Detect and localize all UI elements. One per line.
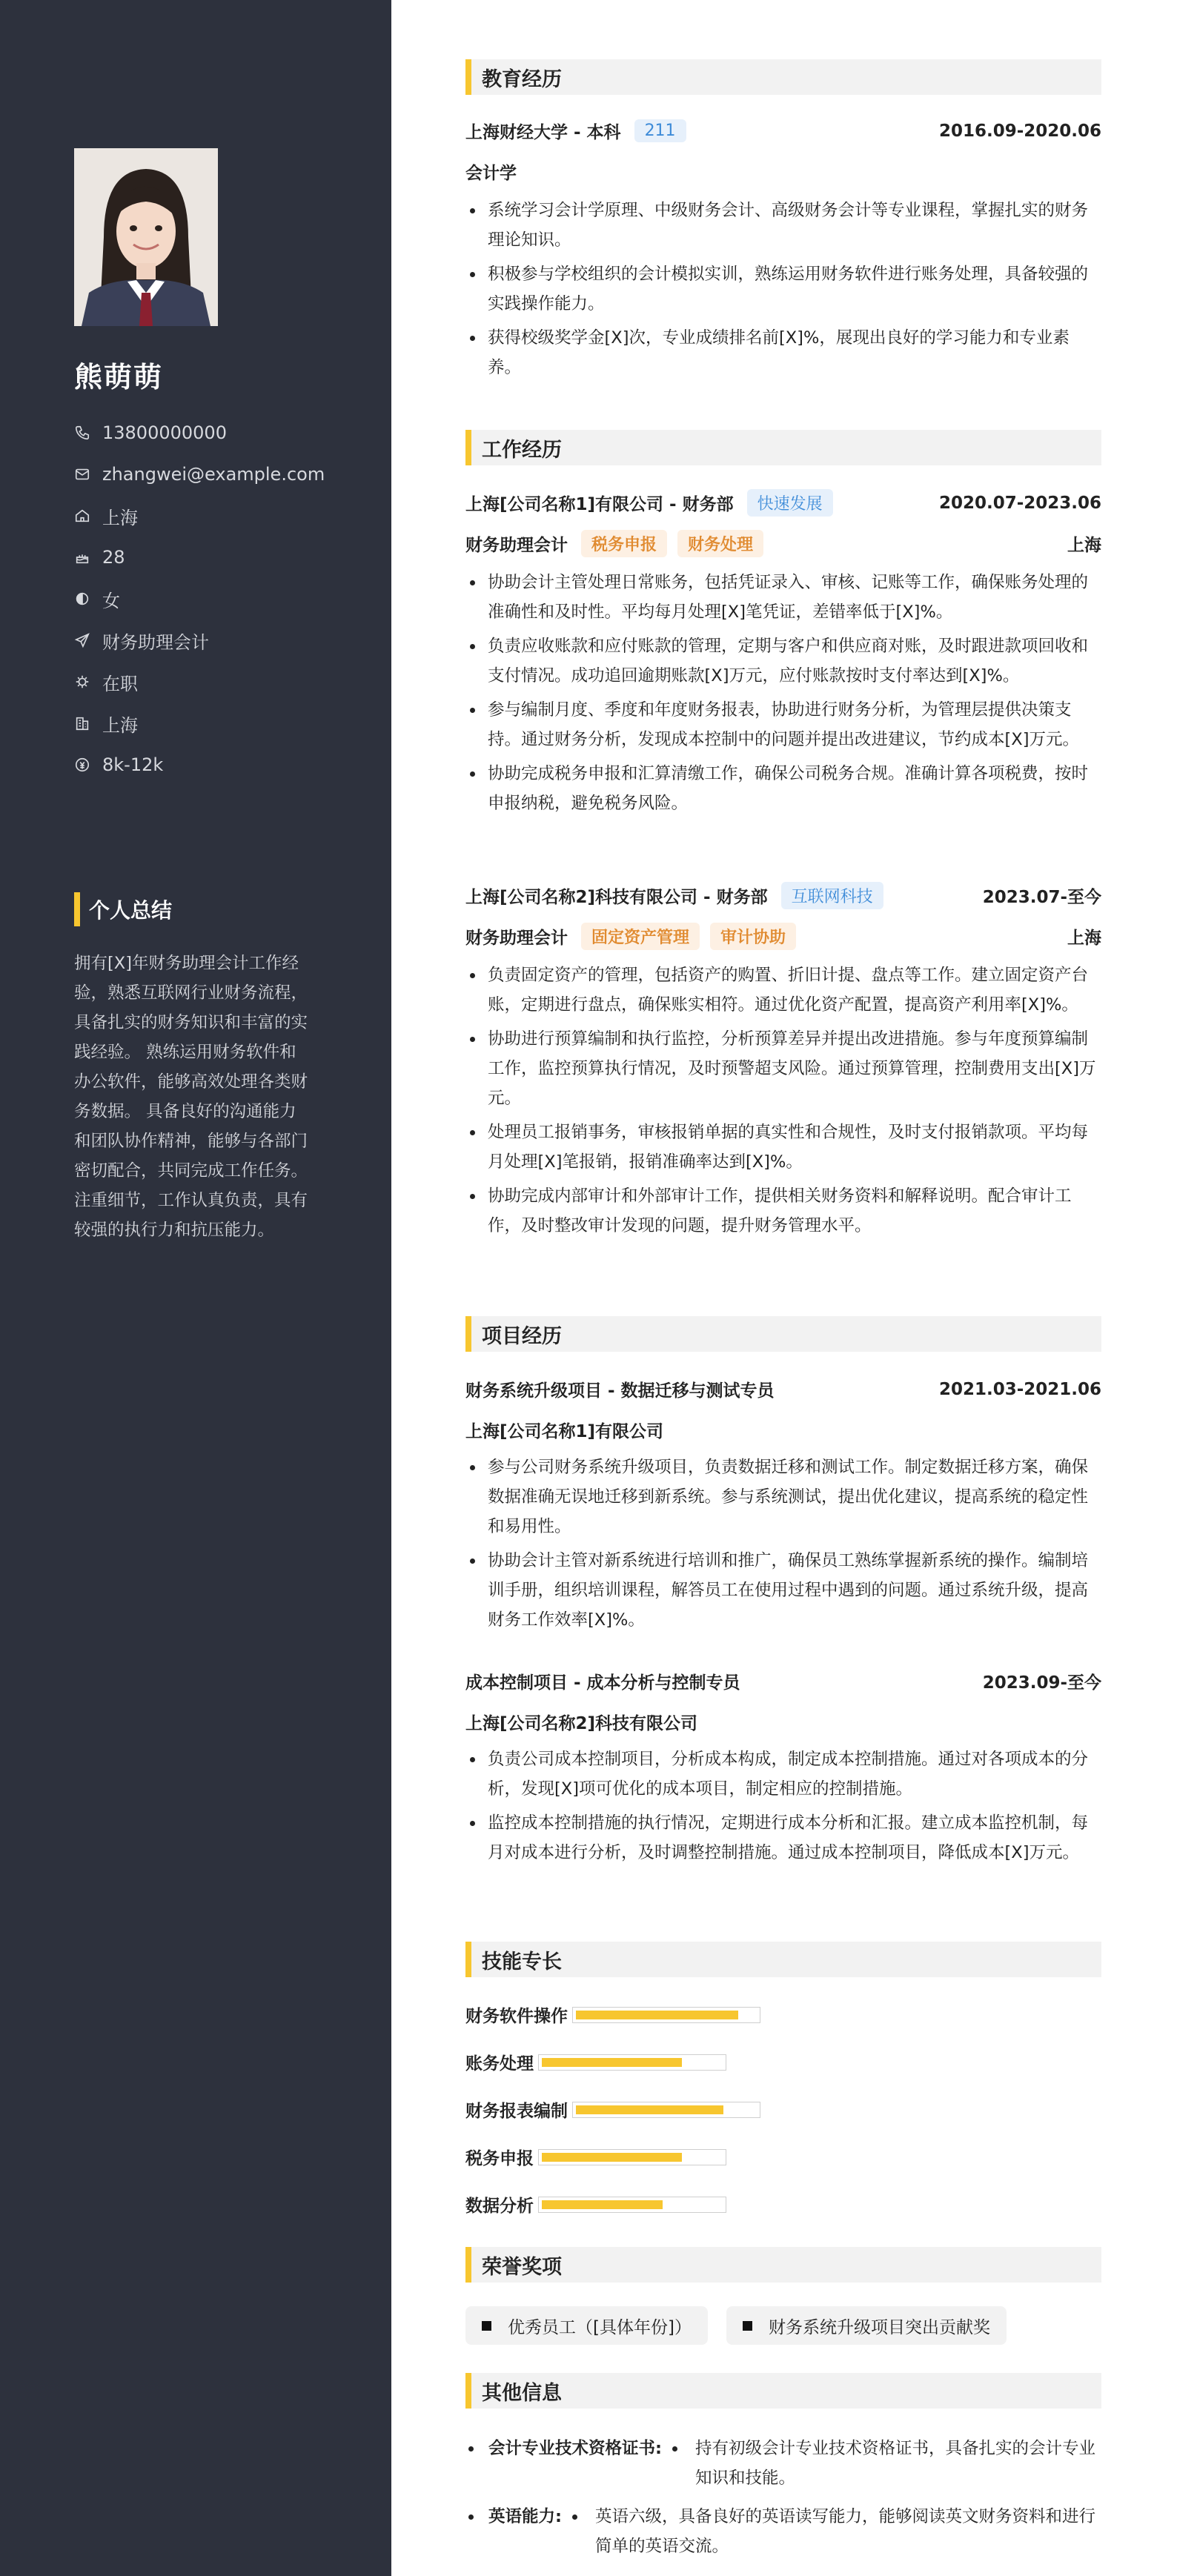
contact-email: [74, 454, 325, 495]
sidebar: [0, 0, 391, 2576]
phone-icon: [74, 425, 90, 441]
contact-text: 上海: [102, 714, 138, 736]
list-item: 处理员工报销事务，审核报销单据的真实性和合规性，及时支付报销款项。平均每月处理[X]笔报销，报销准确率达到[X]%。: [465, 1118, 1101, 1177]
list-item: 监控成本控制措施的执行情况，定期进行成本分析和汇报。建立成本监控机制，每月对成本进行分析，及时调整控制措施。通过成本控制项目，降低成本[X]万元。: [465, 1808, 1101, 1868]
education-heading: 教育经历: [465, 59, 1101, 95]
role-row: [465, 530, 1101, 557]
status-icon: [74, 674, 90, 690]
skill-fill: [542, 2200, 663, 2209]
award-chip: [465, 2306, 708, 2345]
skill-row: [465, 2050, 726, 2074]
bullet-icon: [572, 2514, 577, 2520]
list-item: 参与公司财务系统升级项目，负责数据迁移和测试工作。制定数据迁移方案，确保数据准确无误地迁移到新系统。参与系统测试，提出优化建议，提高系统的稳定性和易用性。: [465, 1453, 1101, 1541]
contact-text: 财务助理会计: [102, 631, 209, 653]
other-label: 会计专业技术资格证书:: [488, 2439, 662, 2458]
work-heading: 工作经历: [465, 430, 1101, 465]
skills-heading: 技能专长: [465, 1942, 1101, 1977]
awards-heading: 荣誉奖项: [465, 2247, 1101, 2283]
award-text: 优秀员工（[具体年份]）: [508, 2317, 692, 2337]
company-tag: 快速发展: [747, 489, 833, 517]
skill-tag: 财务处理: [677, 530, 763, 557]
school-tag: 211: [634, 119, 686, 142]
education-date: 2016.09-2020.06: [938, 121, 1101, 141]
job-date: 2020.07-2023.06: [938, 493, 1101, 513]
project-date: 2021.03-2021.06: [938, 1379, 1101, 1399]
other-item: [465, 2502, 1101, 2561]
contact-text: 女: [102, 590, 120, 611]
job-role: 财务助理会计: [465, 929, 568, 948]
skill-row: [465, 2145, 726, 2169]
list-item: 系统学习会计学原理、中级财务会计、高级财务会计等专业课程，掌握扎实的财务理论知识。: [465, 196, 1101, 255]
project-bullets: [465, 1453, 1101, 1635]
job-row: [465, 882, 1101, 909]
salary-icon: [74, 757, 90, 773]
job-row: [465, 489, 1101, 517]
project-row: [465, 1377, 1101, 1401]
other-text: 英语六级，具备良好的英语读写能力，能够阅读英文财务资料和进行简单的英语交流。: [595, 2507, 1096, 2556]
project-block-1: [465, 1377, 1101, 1639]
square-bullet-icon: [743, 2321, 752, 2331]
education-row: [465, 119, 1101, 143]
skill-tag: 固定资产管理: [581, 923, 700, 950]
contact-age: [74, 537, 325, 578]
school-name: 上海财经大学 - 本科: [465, 123, 621, 142]
summary-text: 拥有[X]年财务助理会计工作经验，熟悉互联网行业财务流程，具备扎实的财务知识和丰富的实践经验。 熟练运用财务软件和办公软件，能够高效处理各类财务数据。 具备良好的沟通能力和团队协作精神，能够与各部门密切配合，共同完成工作任务。 注重细节，工作认真负责，具有较强的执行力和抗压能力。: [74, 954, 308, 1240]
education-block: [465, 119, 1101, 387]
project-company: 上海[公司名称1]有限公司: [465, 1422, 664, 1441]
skill-label: 账务处理: [465, 2054, 534, 2074]
contact-position: [74, 620, 325, 661]
skill-bar: [538, 2149, 726, 2165]
award-chip: [726, 2306, 1007, 2345]
list-item: 负责应收账款和应付账款的管理，定期与客户和供应商对账，及时跟进款项回收和支付情况。成功追回逾期账款[X]万元，应付账款按时支付率达到[X]%。: [465, 631, 1101, 691]
skill-label: 财务报表编制: [465, 2102, 568, 2121]
job-block-1: [465, 489, 1101, 823]
list-item: 协助完成内部审计和外部审计工作，提供相关财务资料和解释说明。配合审计工作，及时整改审计发现的问题，提升财务管理水平。: [465, 1181, 1101, 1241]
company-name: 上海[公司名称2]科技有限公司 - 财务部: [465, 888, 768, 907]
project-name: 财务系统升级项目 - 数据迁移与测试专员: [465, 1381, 775, 1401]
contact-text: zhangwei@example.com: [102, 464, 325, 485]
contact-phone: [74, 412, 325, 454]
project-bullets: [465, 1745, 1101, 1868]
gender-icon: [74, 591, 90, 607]
skill-bar: [538, 2054, 726, 2071]
skill-label: 税务申报: [465, 2149, 534, 2168]
job-bullets: [465, 568, 1101, 818]
job-block-2: [465, 882, 1101, 1245]
list-item: 协助完成税务申报和汇算清缴工作，确保公司税务合规。准确计算各项税费，按时申报纳税，避免税务风险。: [465, 759, 1101, 818]
role-row: [465, 923, 1101, 950]
skill-row: [465, 2192, 726, 2217]
other-text: 持有初级会计专业技术资格证书，具备扎实的会计专业知识和技能。: [695, 2439, 1096, 2488]
list-item: 负责公司成本控制项目，分析成本构成，制定成本控制措施。通过对各项成本的分析，发现[X]项可优化的成本项目，制定相应的控制措施。: [465, 1745, 1101, 1804]
project-name: 成本控制项目 - 成本分析与控制专员: [465, 1673, 740, 1693]
list-item: 协助会计主管处理日常账务，包括凭证录入、审核、记账等工作，确保账务处理的准确性和及时性。平均每月处理[X]笔凭证，差错率低于[X]%。: [465, 568, 1101, 627]
skill-label: 财务软件操作: [465, 2007, 568, 2026]
skill-tag: 税务申报: [581, 530, 667, 557]
list-item: 获得校级奖学金[X]次，专业成绩排名前[X]%，展现出良好的学习能力和专业素养。: [465, 323, 1101, 382]
job-city: 上海: [1067, 929, 1101, 948]
contact-city: [74, 703, 325, 744]
job-city: 上海: [1067, 536, 1101, 555]
cake-icon: [74, 549, 90, 565]
mail-icon: [74, 466, 90, 482]
home-icon: [74, 508, 90, 524]
contact-home: [74, 495, 325, 537]
bullet-icon: [468, 2446, 474, 2451]
bullet-icon: [672, 2446, 677, 2451]
list-item: 积极参与学校组织的会计模拟实训，熟练运用财务软件进行账务处理，具备较强的实践操作能力。: [465, 259, 1101, 319]
skill-fill: [542, 2058, 682, 2067]
contact-salary: [74, 744, 325, 786]
other-label: 英语能力:: [488, 2507, 562, 2526]
contact-list: [74, 412, 325, 786]
skill-bar: [572, 2102, 760, 2118]
contact-text: 13800000000: [102, 422, 227, 443]
skill-bar: [538, 2197, 726, 2213]
other-item: [465, 2434, 1101, 2493]
education-major: 会计学: [465, 164, 517, 183]
skill-row: [465, 2002, 760, 2027]
contact-text: 上海: [102, 507, 138, 528]
company-name: 上海[公司名称1]有限公司 - 财务部: [465, 495, 734, 514]
list-item: 协助进行预算编制和执行监控，分析预算差异并提出改进措施。参与年度预算编制工作，监控预算执行情况，及时预警超支风险。通过预算管理，控制费用支出[X]万元。: [465, 1024, 1101, 1113]
skill-row: [465, 2097, 760, 2122]
project-date: 2023.09-至今: [982, 1673, 1101, 1693]
award-text: 财务系统升级项目突出贡献奖: [769, 2317, 990, 2337]
education-bullets: [465, 196, 1101, 382]
contact-gender: [74, 578, 325, 620]
job-role: 财务助理会计: [465, 536, 568, 555]
company-tag: 互联网科技: [781, 882, 883, 909]
project-company: 上海[公司名称2]科技有限公司: [465, 1714, 698, 1733]
skill-fill: [542, 2153, 682, 2162]
list-item: 参与编制月度、季度和年度财务报表，协助进行财务分析，为管理层提供决策支持。通过财务分析，发现成本控制中的问题并提出改进建议，节约成本[X]万元。: [465, 695, 1101, 754]
bullet-icon: [468, 2514, 474, 2520]
skill-label: 数据分析: [465, 2197, 534, 2216]
projects-heading: 项目经历: [465, 1316, 1101, 1352]
skill-bar: [572, 2007, 760, 2023]
other-heading: 其他信息: [465, 2373, 1101, 2409]
summary-heading: 个人总结: [74, 892, 172, 926]
project-row: [465, 1669, 1101, 1693]
contact-text: 28: [102, 547, 125, 568]
send-icon: [74, 632, 90, 648]
skill-fill: [576, 2011, 738, 2019]
job-bullets: [465, 960, 1101, 1241]
contact-text: 在职: [102, 673, 138, 694]
contact-text: 8k-12k: [102, 754, 164, 775]
job-date: 2023.07-至今: [982, 888, 1101, 907]
contact-status: [74, 661, 325, 703]
avatar: [74, 148, 218, 326]
list-item: 负责固定资产的管理，包括资产的购置、折旧计提、盘点等工作。建立固定资产台账，定期进行盘点，确保账实相符。通过优化资产配置，提高资产利用率[X]%。: [465, 960, 1101, 1020]
building-icon: [74, 715, 90, 731]
profile-name: 熊萌萌: [74, 361, 164, 394]
skill-tag: 审计协助: [710, 923, 796, 950]
skill-fill: [576, 2105, 723, 2114]
list-item: 协助会计主管对新系统进行培训和推广，确保员工熟练掌握新系统的操作。编制培训手册，组织培训课程，解答员工在使用过程中遇到的问题。通过系统升级，提高财务工作效率[X]%。: [465, 1546, 1101, 1635]
project-block-2: [465, 1669, 1101, 1872]
square-bullet-icon: [482, 2321, 491, 2331]
